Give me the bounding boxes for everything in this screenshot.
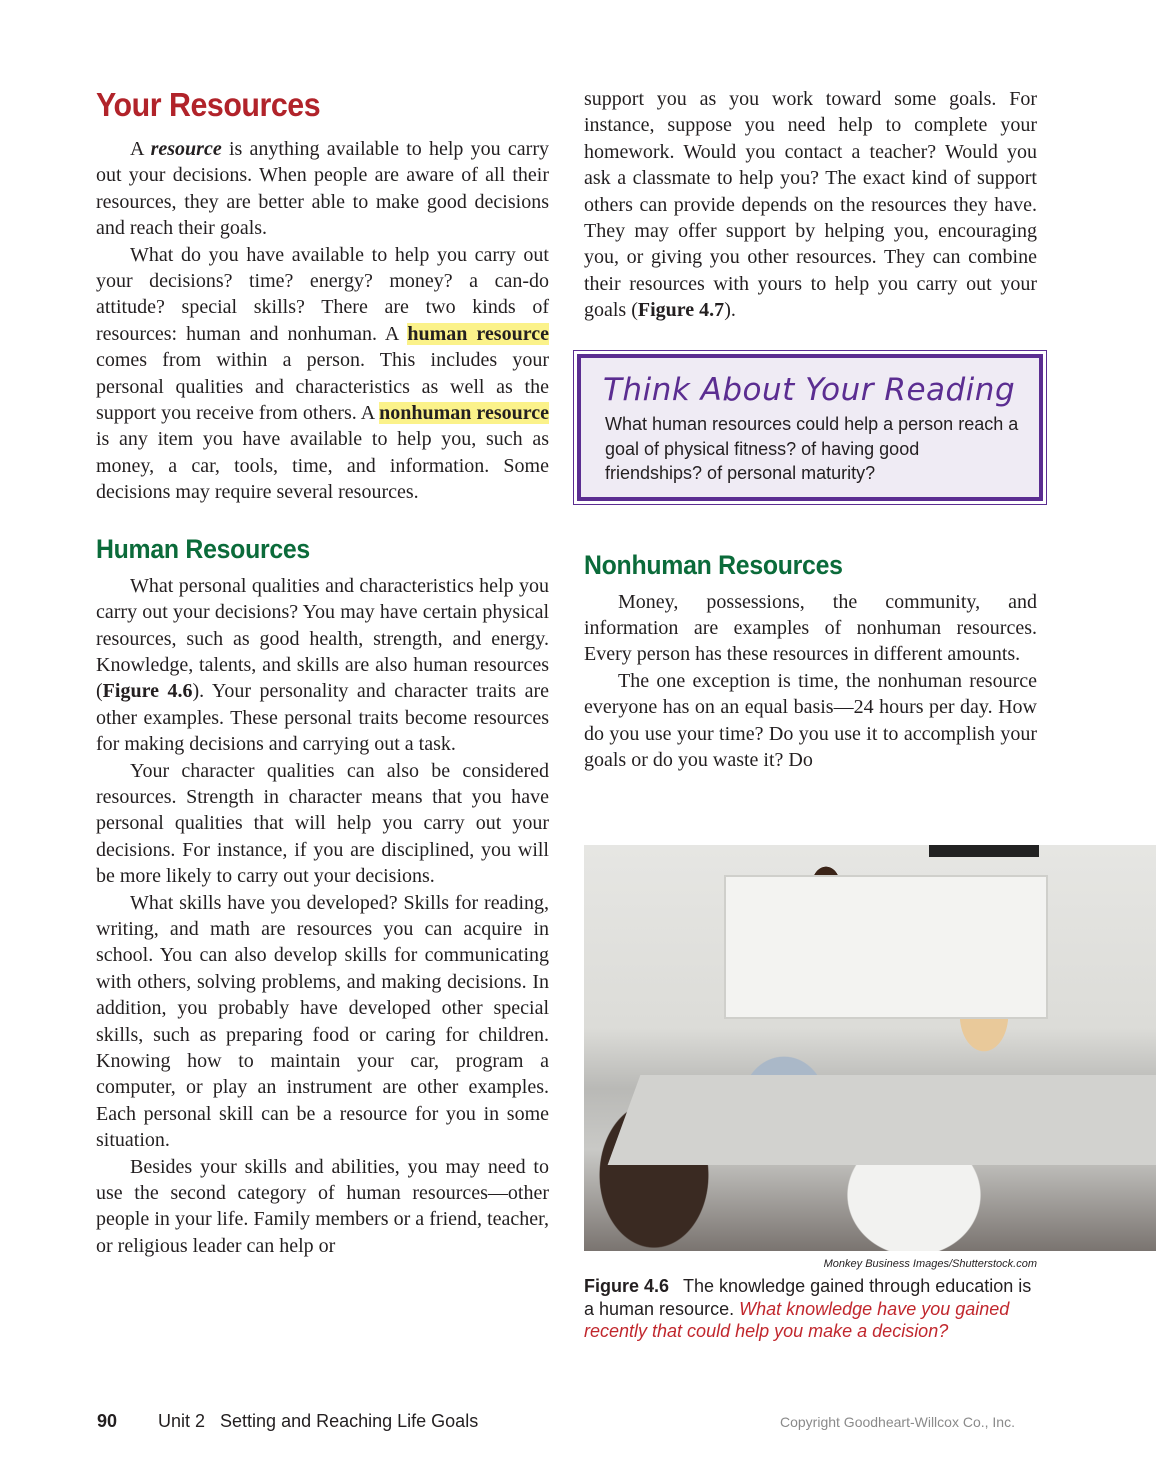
text: is any item you have available to help you, such as money, a car, tools, time, and information. Some decisions may require several resources. [96, 428, 549, 504]
paragraph [584, 86, 1037, 324]
text: comes from within a person. This includes your personal qualities and characteristics as well as the support you receive from others. A [96, 349, 549, 425]
copyright: Copyright Goodheart-Willcox Co., Inc. [780, 1414, 1015, 1430]
photo-tv [929, 845, 1039, 857]
unit-title: Unit 2 Setting and Reaching Life Goals [158, 1411, 479, 1431]
figure-reference: Figure 4.7 [637, 299, 725, 322]
text: ). [724, 299, 736, 322]
text: support you as you work toward some goals. For instance, suppose you need help to complete your homework. Would you contact a teacher? Would you ask a classmate to help you? The exact kind of support others can provide depends on the resources they have. They may offer support by helping you, encouraging you, or giving you other resources. They can combine their resources with yours to help you carry out your goals ( [584, 88, 1037, 322]
paragraph: The one exception is time, the nonhuman resource everyone has on an equal basis—24 hours per day. How do you use your time? Do you use it to accomplish your goals or do you waste it? Do [584, 669, 1037, 772]
text: A [130, 138, 151, 160]
photo-credit: Monkey Business Images/Shutterstock.com [823, 1258, 1037, 1270]
figure-label: Figure 4.6 [584, 1276, 670, 1296]
subsection-title: Human Resources [96, 533, 310, 564]
text: is anything available to help you carry out your decisions. When people are aware of all their resources, they are better able to make good decisions and reach their goals. [96, 138, 549, 240]
figure-reference: Figure 4.6 [102, 680, 193, 703]
paragraph: Money, possessions, the community, and information are examples of nonhuman resources. Every person has these resources in different amounts. [584, 590, 1037, 666]
paragraph [96, 242, 549, 506]
think-about-reading-box [573, 350, 1047, 505]
figure-caption [584, 1275, 1044, 1343]
paragraph: Besides your skills and abilities, you may need to use the second category of human resources—other people in your life. Family members or a friend, teacher, or religious leader can help or [96, 1155, 549, 1257]
page-number: 90 [97, 1411, 118, 1431]
paragraph [96, 573, 549, 758]
think-box-body: What human resources could help a person reach a goal of physical fitness? of having good friendships? of personal maturity? [605, 414, 1019, 483]
key-term-highlight: nonhuman resource [379, 402, 549, 425]
text: ). Your personality and character traits are other examples. These personal traits become resources for making decisions and carrying out a task. [96, 680, 549, 756]
caption-question: What knowledge have you gained recently that could help you make a decision? [584, 1298, 1010, 1341]
text: What do you have available to help you carry out your decisions? time? energy? money? a can-do attitude? special skills? There are two kinds of resources: human and nonhuman. A [96, 243, 549, 345]
classroom-photo [584, 845, 1156, 1251]
caption-text: The knowledge gained through education is a human resource. [584, 1276, 1032, 1319]
section-title: Your Resources [96, 86, 321, 123]
left-column [96, 86, 549, 1259]
key-term-highlight: human resource [407, 322, 549, 345]
paragraph: What skills have you developed? Skills for reading, writing, and math are resources you can acquire in school. You can also develop skills for communicating with others, solving problems, and making decisions. In addition, you probably have developed other special skills, such as preparing food or caring for children. Knowing how to maintain your car, program a computer, or play an instrument are other examples. Each personal skill can be a resource for you in some situation. [96, 891, 549, 1152]
paragraph [96, 136, 549, 242]
think-box-title: Think About Your Reading [603, 372, 1016, 408]
photo-whiteboard [724, 875, 1048, 1019]
paragraph: Your character qualities can also be considered resources. Strength in character means that you have personal qualities that will help you carry out your decisions. For instance, if you are disciplined, you will be more likely to carry out your decisions. [96, 759, 549, 888]
photo-desk [608, 1075, 1156, 1165]
subsection-title: Nonhuman Resources [584, 549, 843, 580]
key-term: resource [150, 138, 222, 160]
think-box-inner [577, 354, 1043, 501]
text: What personal qualities and characteristics help you carry out your decisions? You may have certain physical resources, such as good health, strength, and energy. Knowledge, talents, and skills are also human resources ( [96, 574, 549, 703]
